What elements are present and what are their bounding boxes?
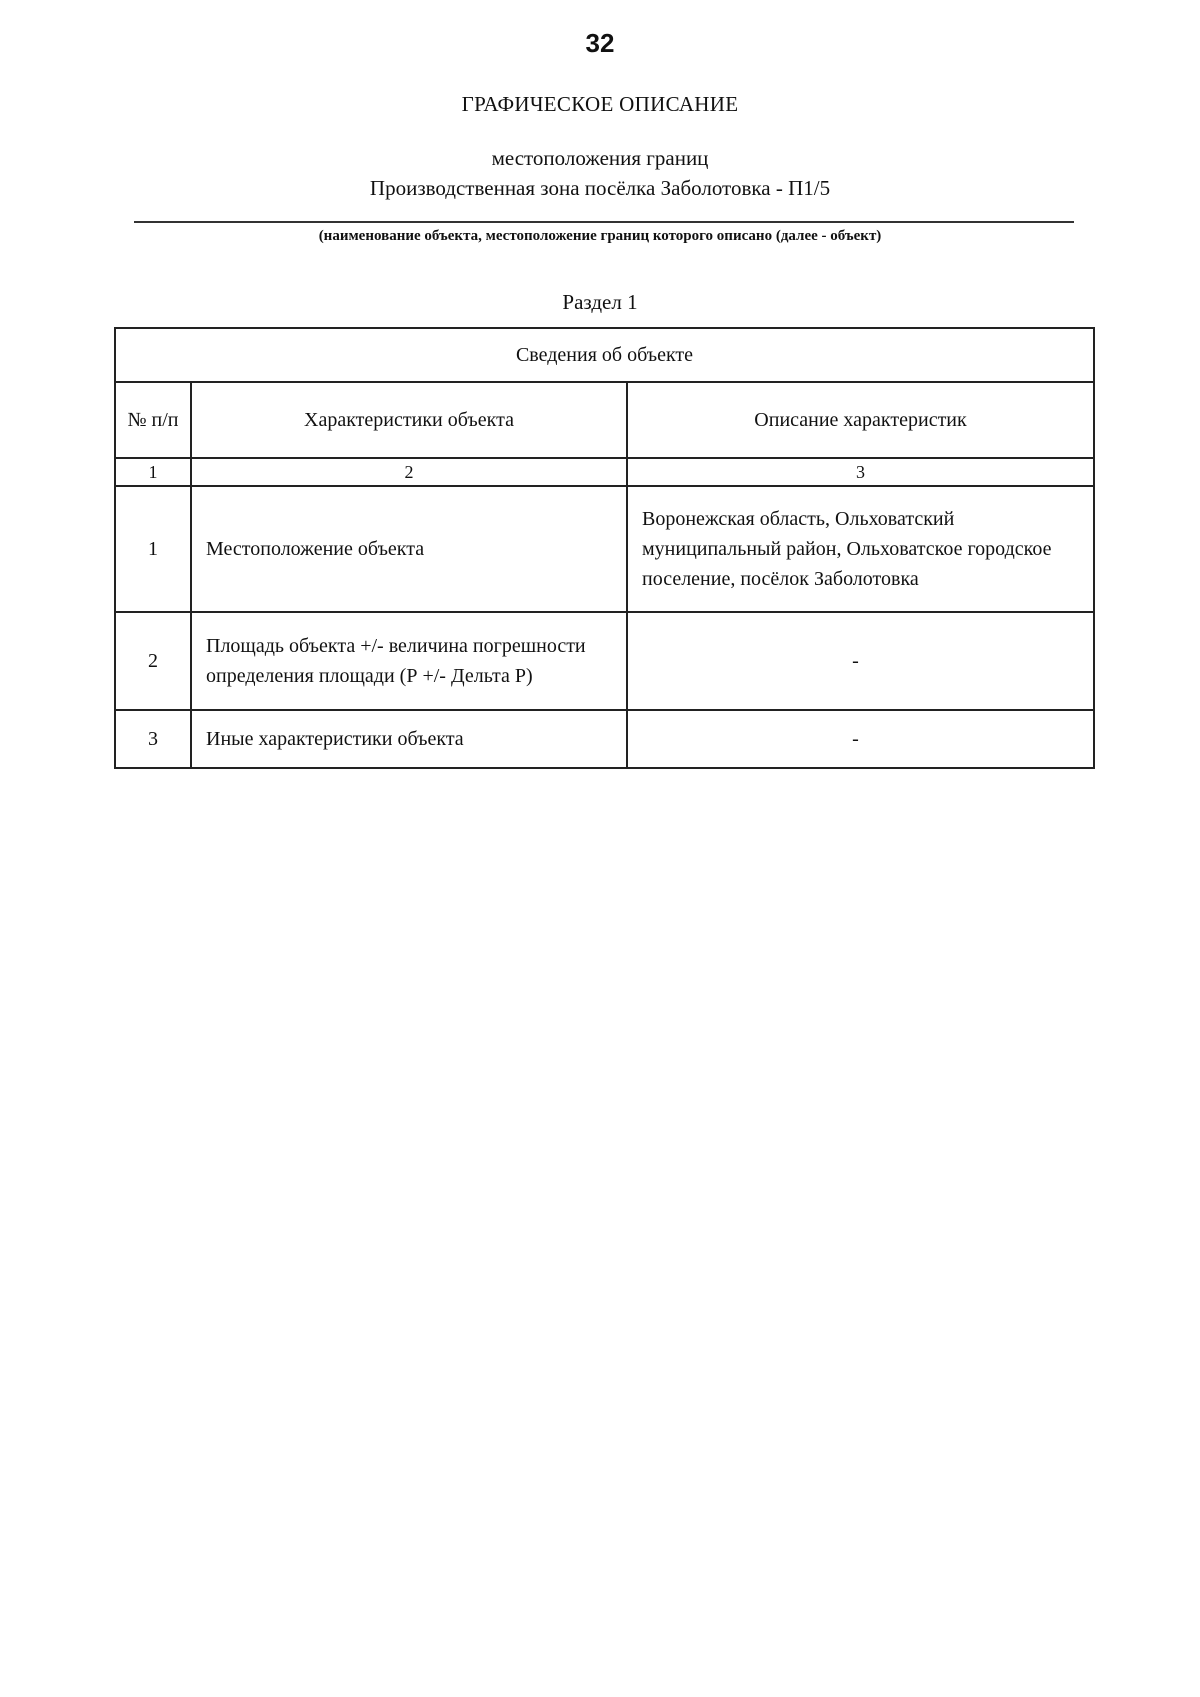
- column-number-row: [115, 458, 1094, 486]
- row-description: -: [627, 612, 1094, 710]
- row-num: 2: [115, 612, 191, 710]
- table-header-row: [115, 382, 1094, 458]
- row-description: -: [627, 710, 1094, 768]
- header-characteristic: Характеристики объекта: [191, 382, 627, 458]
- column-number: 2: [191, 458, 627, 486]
- table-caption: Сведения об объекте: [115, 328, 1094, 382]
- header-num: [115, 382, 191, 458]
- table-row: [115, 612, 1094, 710]
- header-description: Описание характеристик: [627, 382, 1094, 458]
- table-row: [115, 486, 1094, 612]
- section-label: Раздел 1: [562, 290, 638, 314]
- column-number: 3: [627, 458, 1094, 486]
- document-title: ГРАФИЧЕСКОЕ ОПИСАНИЕ: [461, 92, 739, 116]
- subtitle-line-1: местоположения границ: [491, 146, 709, 170]
- table-row: [115, 710, 1094, 768]
- object-info-table: [114, 327, 1095, 769]
- row-characteristic: Местоположение объекта: [191, 486, 627, 612]
- row-characteristic: Площадь объекта +/- величина погрешности определения площади (Р +/- Дельта Р): [191, 612, 627, 710]
- header-num-label: № п/п: [127, 409, 179, 431]
- object-name: Производственная зона посёлка Заболотовка - П1/5: [369, 176, 831, 200]
- underline-rule: [134, 221, 1074, 223]
- page-number: 32: [585, 28, 615, 58]
- row-characteristic: Иные характеристики объекта: [191, 710, 627, 768]
- column-number: 1: [115, 458, 191, 486]
- row-description: Воронежская область, Ольховатский муниципальный район, Ольховатское городское поселение, посёлок Заболотовка: [627, 486, 1094, 612]
- object-name-caption: (наименование объекта, местоположение границ которого описано (далее - объект): [318, 228, 882, 244]
- table-caption-row: [115, 328, 1094, 382]
- row-num: 3: [115, 710, 191, 768]
- row-num: 1: [115, 486, 191, 612]
